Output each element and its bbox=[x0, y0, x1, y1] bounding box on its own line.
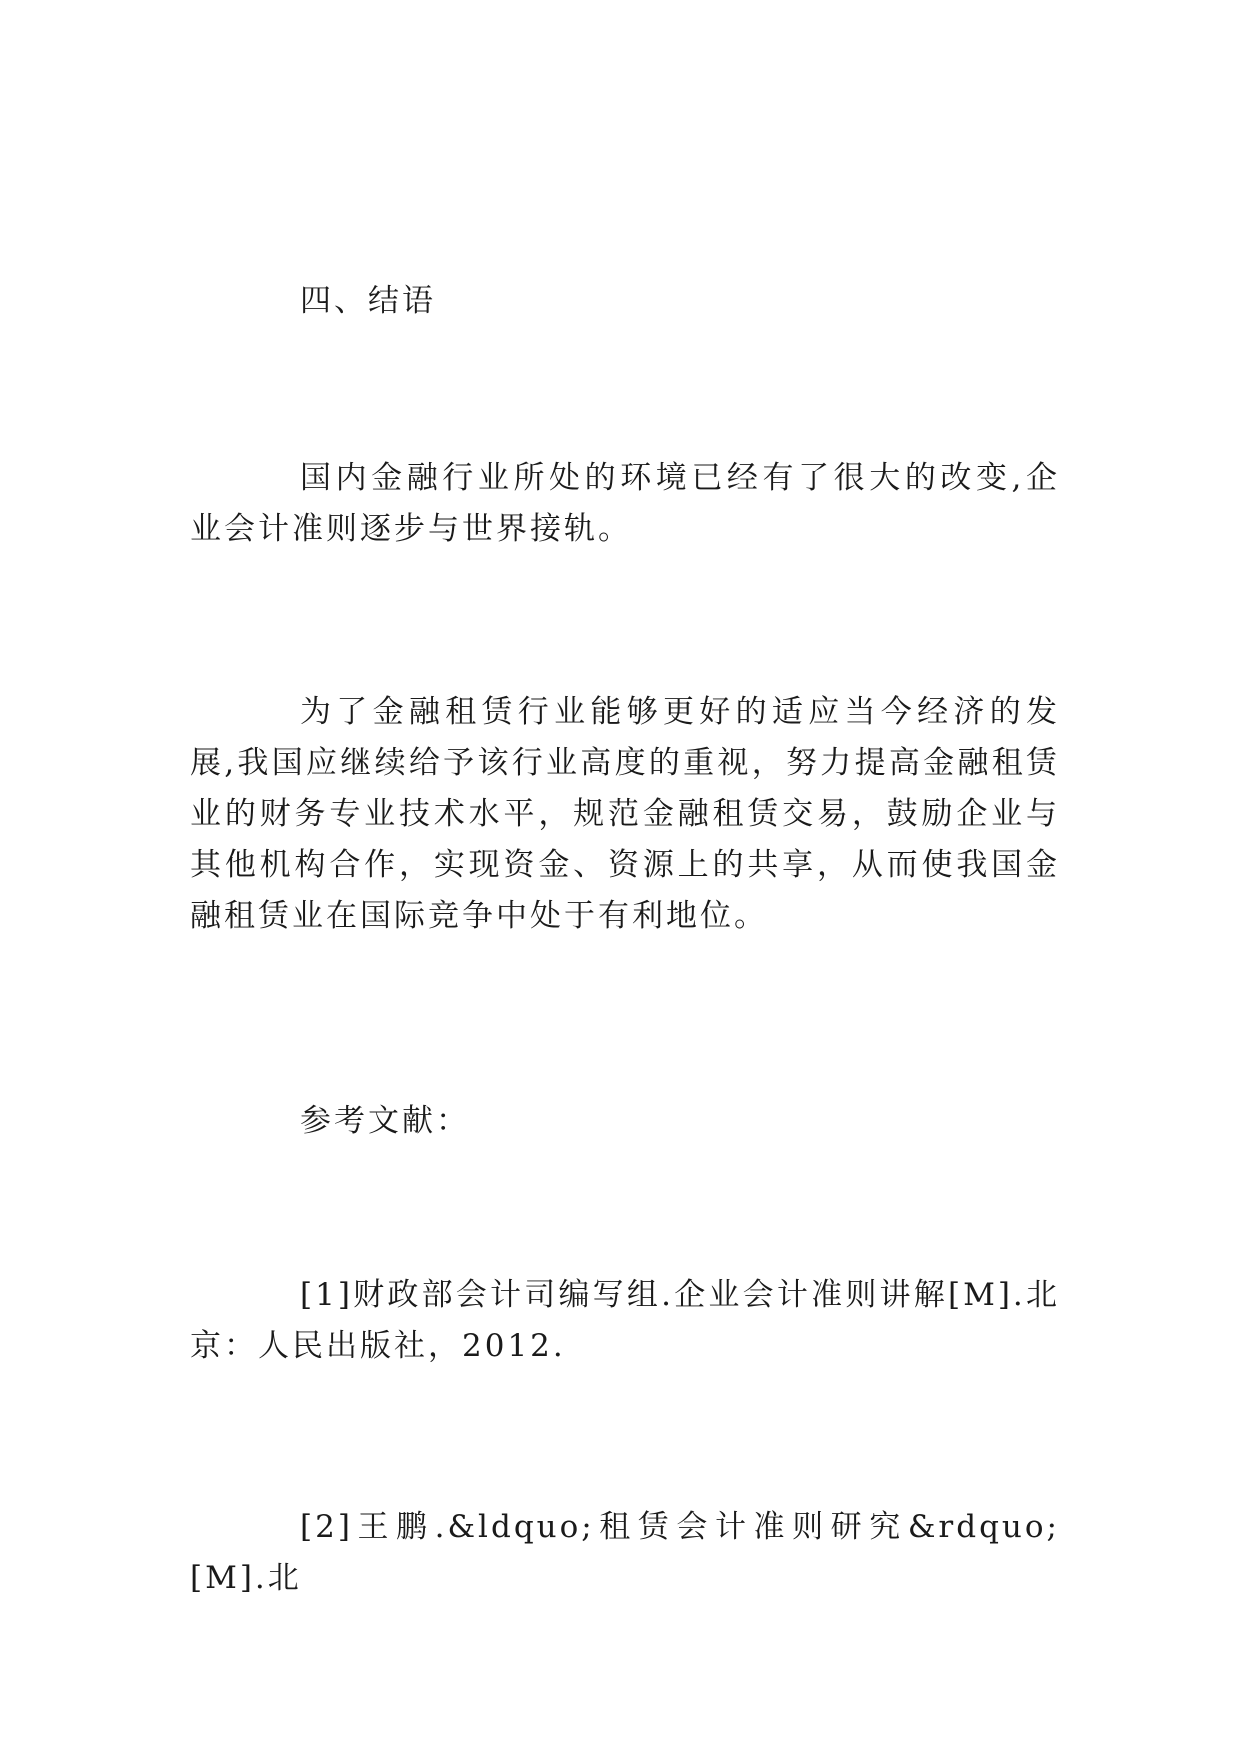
reference-item: [1]财政部会计司编写组.企业会计准则讲解[M].北京：人民出版社，2012. bbox=[190, 1277, 1060, 1364]
paragraph-recommendation: 为了金融租赁行业能够更好的适应当今经济的发展,我国应继续给予该行业高度的重视，努力提高金融租赁业的财务专业技术水平，规范金融租赁交易，鼓励企业与其他机构合作，实现资金、资源上的共享，从而使我国金融租赁业在国际竞争中处于有利地位。 bbox=[190, 694, 1060, 934]
paragraph-environment: 国内金融行业所处的环境已经有了很大的改变,企业会计准则逐步与世界接轨。 bbox=[190, 460, 1060, 547]
references-title: 参考文献： bbox=[300, 1103, 470, 1139]
reference-item: [2]王鹏.&ldquo;租赁会计准则研究&rdquo;[M].北 bbox=[190, 1509, 1060, 1596]
section-heading: 四、结语 bbox=[300, 283, 436, 319]
